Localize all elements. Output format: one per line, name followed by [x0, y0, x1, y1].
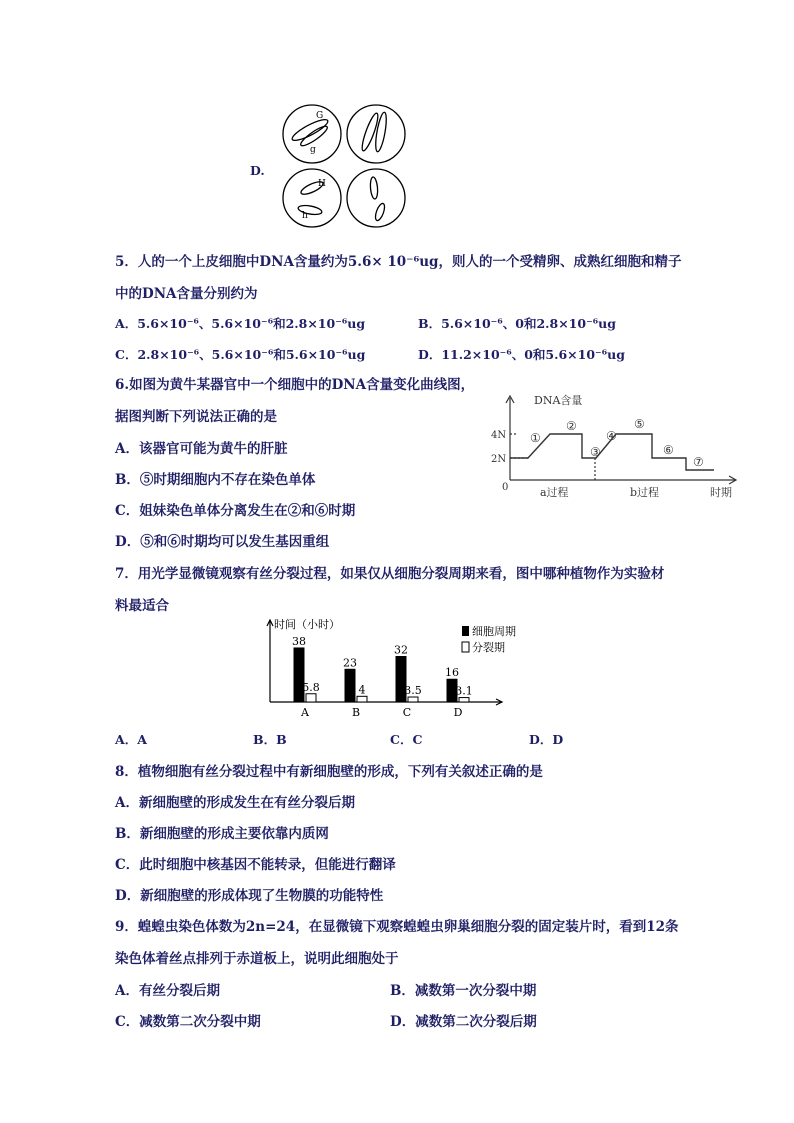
x-title: 时期	[710, 486, 732, 499]
y-tick-2n: 2N	[491, 454, 507, 465]
q6-stem-line-2: 据图判断下列说法正确的是	[115, 409, 277, 425]
phase-5: ⑤	[634, 417, 645, 431]
q6-option-c: C．姐妹染色单体分离发生在②和⑥时期	[115, 503, 356, 519]
bar-B-cycle	[345, 669, 355, 702]
value-label-A-division: 5.8	[302, 680, 320, 694]
q6-option-d: D．⑤和⑥时期均可以发生基因重组	[115, 534, 330, 550]
bar-B-division	[357, 696, 367, 702]
q8-option-b: B．新细胞壁的形成主要依靠内质网	[115, 826, 329, 842]
q5-option-b: B．5.6×10⁻⁶、0和2.8×10⁻⁶ug	[418, 316, 616, 331]
q5-option-c: C．2.8×10⁻⁶、5.6×10⁻⁶和5.6×10⁻⁶ug	[115, 347, 366, 362]
y-tick-4n: 4N	[491, 430, 507, 441]
category-label-A: A	[301, 706, 309, 719]
legend-label-cycle: 细胞周期	[472, 625, 516, 638]
q7-option-b: B．B	[253, 732, 287, 747]
q6-dna-figure	[488, 392, 748, 504]
q8-option-c: C．此时细胞中核基因不能转录，但能进行翻译	[115, 857, 396, 873]
value-label-B-cycle: 23	[343, 656, 357, 670]
q7-option-c: C．C	[390, 732, 423, 747]
q9-option-b: B．减数第一次分裂中期	[390, 983, 537, 999]
bar-A-division	[306, 694, 316, 702]
q8-option-a: A．新细胞壁的形成发生在有丝分裂后期	[115, 795, 355, 811]
phase-1: ①	[530, 431, 541, 445]
category-label-C: C	[402, 706, 412, 719]
cell-label-h-lower: h	[302, 211, 308, 221]
phase-6: ⑥	[663, 443, 674, 457]
cell-label-h-upper: H	[318, 179, 326, 189]
origin-label: 0	[502, 482, 509, 493]
x-label-a: a过程	[540, 486, 569, 499]
q5-stem-line-2: 中的DNA含量分别约为	[115, 286, 258, 302]
value-label-C-division: 3.5	[404, 684, 422, 698]
q7-stem-line-1: 7．用光学显微镜观察有丝分裂过程，如果仅从细胞分裂周期来看，图中哪种植物作为实验材	[115, 566, 665, 582]
bar-D-division	[459, 698, 469, 702]
q4-option-d-label: D.	[250, 163, 265, 178]
q7-stem-line-2: 料最适合	[115, 598, 169, 614]
phase-4: ④	[606, 429, 617, 443]
q5-option-a: A．5.6×10⁻⁶、5.6×10⁻⁶和2.8×10⁻⁶ug	[115, 316, 366, 331]
value-label-D-division: 3.1	[455, 684, 473, 698]
category-label-D: D	[453, 706, 463, 719]
legend-swatch-division	[462, 642, 469, 652]
value-label-B-division: 4	[358, 683, 366, 697]
phase-2: ②	[566, 419, 577, 433]
x-label-b: b过程	[630, 486, 660, 499]
cell-3	[283, 169, 341, 227]
q6-option-a: A．该器官可能为黄牛的肝脏	[115, 441, 288, 457]
y-title: DNA含量	[534, 394, 583, 407]
q9-option-c: C．减数第二次分裂中期	[115, 1014, 261, 1030]
q5-option-d: D．11.2×10⁻⁶、0和5.6×10⁻⁶ug	[418, 347, 625, 362]
q9-stem-line-2: 染色体着丝点排列于赤道板上，说明此细胞处于	[115, 951, 399, 967]
value-label-D-cycle: 16	[445, 666, 459, 680]
q9-stem-line-1: 9．蝗蝗虫染色体数为2n=24，在显微镜下观察蝗蝗虫卵巢细胞分裂的固定装片时，看到12条	[115, 919, 679, 935]
q6-option-b: B．⑤时期细胞内不存在染色单体	[115, 472, 316, 488]
cell-2	[347, 105, 405, 163]
category-label-B: B	[351, 706, 361, 719]
value-label-A-cycle: 38	[292, 634, 306, 648]
legend-label-division: 分裂期	[472, 641, 505, 654]
cell-4	[347, 169, 405, 227]
chart-y-label: 时间（小时）	[274, 618, 340, 631]
q7-option-d: D．D	[529, 732, 564, 747]
q5-stem-line-1: 5．人的一个上皮细胞中DNA含量约为5.6× 10⁻⁶ug，则人的一个受精卵、成熟红细胞和精子	[115, 254, 682, 270]
q9-option-a: A．有丝分裂后期	[115, 983, 220, 999]
q8-stem: 8．植物细胞有丝分裂过程中有新细胞壁的形成，下列有关叙述正确的是	[115, 764, 543, 780]
bar-A-cycle	[294, 648, 304, 702]
q6-stem-line-1: 6.如图为黄牛某器官中一个细胞中的DNA含量变化曲线图，	[115, 377, 475, 393]
phase-3: ③	[590, 445, 601, 459]
q9-option-d: D．减数第二次分裂后期	[390, 1014, 537, 1030]
cell-label-g-upper: G	[316, 111, 324, 121]
q7-bar-chart	[262, 616, 532, 722]
q7-option-a: A．A	[115, 732, 147, 747]
value-label-C-cycle: 32	[394, 643, 408, 657]
legend-swatch-cycle	[462, 626, 469, 636]
cell-label-g-lower: g	[310, 145, 316, 155]
q8-option-d: D．新细胞壁的形成体现了生物膜的功能特性	[115, 888, 384, 904]
q4-cell-figure	[280, 102, 408, 230]
phase-7: ⑦	[693, 455, 704, 469]
bar-C-division	[408, 697, 418, 702]
